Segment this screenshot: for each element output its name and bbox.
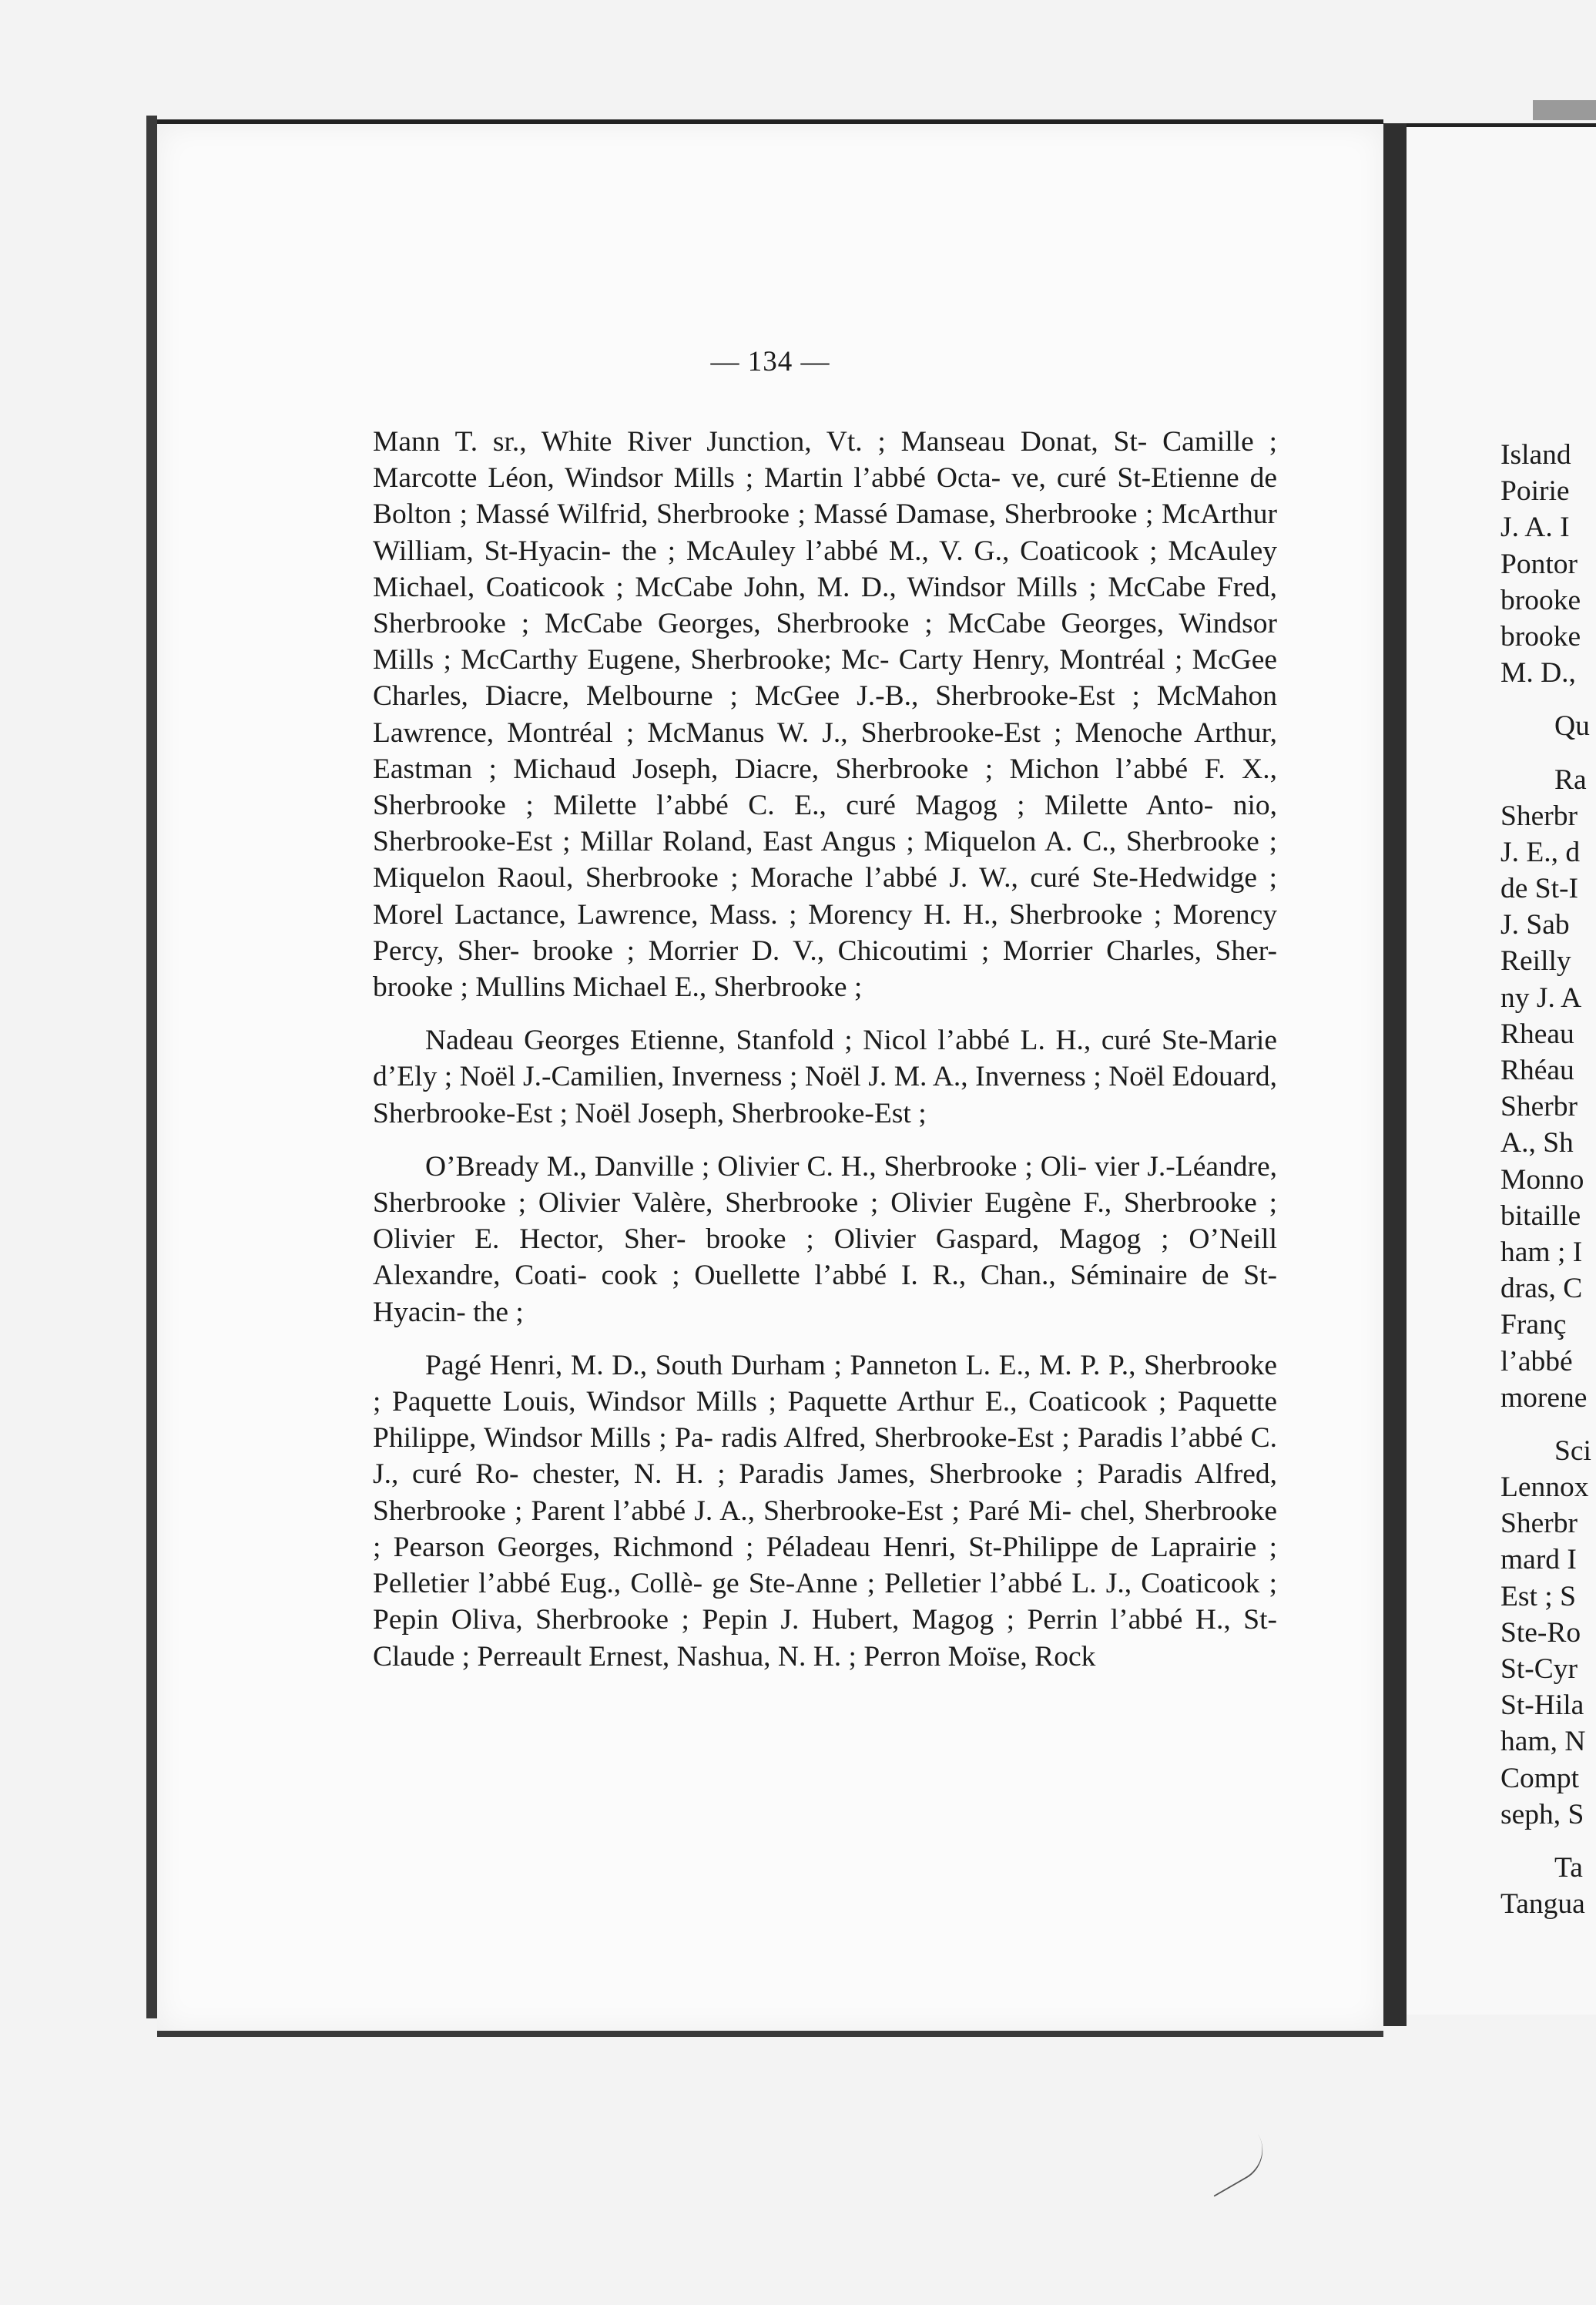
paragraph <box>373 1347 1277 1675</box>
text-line-fragment: J. E., d <box>1500 836 1581 868</box>
text-line: brooke ; Olivier Gaspard, Magog ; O’Neill Alexandre, Coati- <box>373 1223 1277 1292</box>
text-line: Fred, Sherbrooke ; McCabe Georges, Sherbrooke ; McCabe <box>373 571 1278 640</box>
text-line-fragment: Tangua <box>1500 1888 1585 1921</box>
text-line: Coaticook ; McCabe John, M. D., Windsor Mills ; McCabe <box>485 571 1206 603</box>
text-line-fragment: J. Sab <box>1500 909 1570 941</box>
text-line-fragment: bitaille <box>1500 1199 1581 1232</box>
text-line-fragment: Sherbr <box>1500 1091 1578 1123</box>
text-line-fragment: Pontor <box>1500 548 1578 580</box>
page-gutter <box>1383 123 1407 2026</box>
text-line: Henri, St-Philippe de Laprairie ; Pelletier l’abbé Eug., Collè- <box>373 1531 1277 1600</box>
text-line: Nadeau Georges Etienne, Stanfold ; Nicol l’abbé L. H., <box>425 1025 1091 1057</box>
text-line-fragment: seph, S <box>1500 1798 1584 1830</box>
text-line: P., Sherbrooke ; Paquette Louis, Windsor Mills ; Paquette <box>373 1349 1278 1418</box>
text-line: radis Alfred, Sherbrooke-Est ; Paradis l’abbé C. J., curé Ro- <box>373 1422 1278 1491</box>
text-line-fragment: ham ; I <box>1500 1236 1583 1268</box>
text-line-fragment: Franç <box>1500 1309 1567 1341</box>
text-line: Sherbrooke-Est ; <box>731 1097 927 1129</box>
text-line: Camille ; Marcotte Léon, Windsor Mills ; Martin l’abbé Octa- <box>373 426 1277 495</box>
text-line: chester, N. H. ; Paradis James, Sherbrooke ; Paradis Alfred, <box>532 1458 1277 1491</box>
text-line: cook ; Ouellette l’abbé I. R., Chan., Séminaire de St-Hyacin- <box>373 1260 1277 1328</box>
text-line: Georges, Windsor Mills ; McCarthy Eugene, Sherbrooke; Mc- <box>373 608 1277 676</box>
page-number: — 134 — <box>710 346 830 377</box>
text-line: the ; McAuley l’abbé M., V. G., Coaticook ; McAuley Michael, <box>373 535 1277 603</box>
text-line-fragment: Est ; S <box>1500 1580 1576 1612</box>
text-line: vier J.-Léandre, Sherbrooke ; Olivier Valère, Sherbrooke ; <box>373 1150 1277 1220</box>
text-line: Arthur E., Coaticook ; Paquette Philippe, Windsor Mills ; Pa- <box>373 1386 1277 1454</box>
text-line-fragment: l’abbé <box>1500 1345 1573 1377</box>
text-line-fragment: Ra <box>1554 763 1587 796</box>
text-line-fragment: Monno <box>1500 1163 1584 1196</box>
left-binding-edge <box>146 116 157 2018</box>
text-line-fragment: J. A. I <box>1500 512 1570 544</box>
text-line-fragment: brooke <box>1500 620 1581 653</box>
text-line: brooke ; Mullins Michael E., Sherbrooke ; <box>373 971 863 1004</box>
text-line: Michaud Joseph, Diacre, Sherbrooke ; Michon l’abbé F. X., <box>513 753 1277 785</box>
text-line: l’abbé J. W., curé Ste-Hedwidge ; Morel Lactance, Lawrence, <box>373 862 1278 931</box>
text-line-fragment: Ste-Ro <box>1500 1616 1581 1649</box>
text-line-fragment: Lennox <box>1500 1471 1589 1504</box>
text-line-fragment: Sherbr <box>1500 1508 1578 1540</box>
right-page-top-edge <box>1533 100 1596 120</box>
text-line-fragment: St-Cyr <box>1500 1653 1578 1685</box>
text-line: Olivier Eugène F., Sherbrooke ; Olivier E. Hector, Sher- <box>373 1187 1278 1256</box>
text-line: A., Inverness ; Noël Edouard, Sherbrooke-Est ; Noël Joseph, <box>373 1061 1277 1129</box>
text-line: Mass. ; Morency H. H., Sherbrooke ; Morency Percy, Sher- <box>373 898 1278 967</box>
text-line-fragment: M. D., <box>1500 657 1576 689</box>
text-line: Sherbrooke ; Pepin J. Hubert, Magog ; Perrin l’abbé H., St- <box>535 1604 1278 1636</box>
text-line-fragment: Qu <box>1554 710 1590 743</box>
text-line: McGee J.-B., Sherbrooke-Est ; McMahon Lawrence, Montréal ; <box>373 680 1277 749</box>
text-line: McManus W. J., Sherbrooke-Est ; Menoche Arthur, Eastman ; <box>373 716 1277 785</box>
text-line: the ; <box>473 1296 524 1328</box>
text-line-fragment: de St-I <box>1500 873 1579 905</box>
text-line-fragment: Island <box>1500 439 1571 471</box>
right-page-text-fragment <box>1500 437 1596 1922</box>
text-line: chel, Sherbrooke ; Pearson Georges, Richmond ; Péladeau <box>373 1495 1277 1563</box>
text-line-fragment: dras, C <box>1500 1273 1583 1305</box>
text-line-fragment: Sci <box>1554 1434 1591 1467</box>
text-line-fragment: morene <box>1500 1381 1588 1414</box>
text-line: Carty Henry, Montréal ; McGee Charles, Diacre, Melbourne ; <box>373 644 1278 713</box>
page-mark <box>1199 2134 1275 2196</box>
text-line-fragment: Rhéau <box>1500 1055 1574 1086</box>
text-line-fragment: Compt <box>1500 1762 1580 1794</box>
text-line-fragment: Ta <box>1554 1851 1583 1884</box>
text-line: Mann T. sr., White River Junction, Vt. ; Manseau Donat, St- <box>373 426 1148 458</box>
paragraph <box>373 1149 1277 1330</box>
text-line: Massé Damase, Sherbrooke ; McArthur William, St-Hyacin- <box>373 498 1277 567</box>
text-line: Sherbrooke ; Milette l’abbé C. E., curé Magog ; Milette Anto- <box>373 790 1214 822</box>
text-line-fragment: brooke <box>1500 584 1581 616</box>
text-line: Pagé Henri, M. D., South Durham ; Panneton L. E., M. P. <box>425 1349 1101 1381</box>
paragraph <box>373 1022 1277 1132</box>
text-line-fragment: Reilly <box>1500 945 1571 978</box>
text-line: nio, Sherbrooke-Est ; Millar Roland, East Angus ; Miquelon <box>373 790 1277 858</box>
text-line: O’Bready M., Danville ; Olivier C. H., Sherbrooke ; Oli- <box>425 1150 1088 1183</box>
text-line: curé Ste-Marie d’Ely ; Noël J.-Camilien, Inverness ; Noël J. M. <box>373 1025 1277 1093</box>
text-line-fragment: ny J. A <box>1500 981 1582 1014</box>
text-line-fragment: Rheau <box>1500 1018 1574 1050</box>
text-line: Claude ; Perreault Ernest, Nashua, N. H. ; Perron Moïse, Rock <box>373 1640 1096 1673</box>
text-line-fragment: ham, N <box>1500 1726 1586 1758</box>
text-line: ve, curé St-Etienne de Bolton ; Massé Wilfrid, Sherbrooke ; <box>373 462 1277 531</box>
text-line-fragment: St-Hila <box>1500 1689 1584 1722</box>
text-line: ge Ste-Anne ; Pelletier l’abbé L. J., Coaticook ; Pepin Oliva, <box>373 1568 1277 1636</box>
text-line: A. C., Sherbrooke ; Miquelon Raoul, Sherbrooke ; Morache <box>373 826 1277 894</box>
text-line-fragment: Sherbr <box>1500 800 1578 832</box>
paragraph <box>373 424 1277 1005</box>
left-page-text <box>373 424 1277 1675</box>
text-line-fragment: mard I <box>1500 1544 1577 1576</box>
text-line: brooke ; Morrier D. V., Chicoutimi ; Morrier Charles, Sher- <box>532 934 1278 967</box>
text-line-fragment: A., Sh <box>1500 1127 1574 1159</box>
text-line: Sherbrooke ; Parent l’abbé J. A., Sherbrooke-Est ; Paré Mi- <box>373 1495 1072 1527</box>
text-line-fragment: Poirie <box>1500 475 1570 508</box>
